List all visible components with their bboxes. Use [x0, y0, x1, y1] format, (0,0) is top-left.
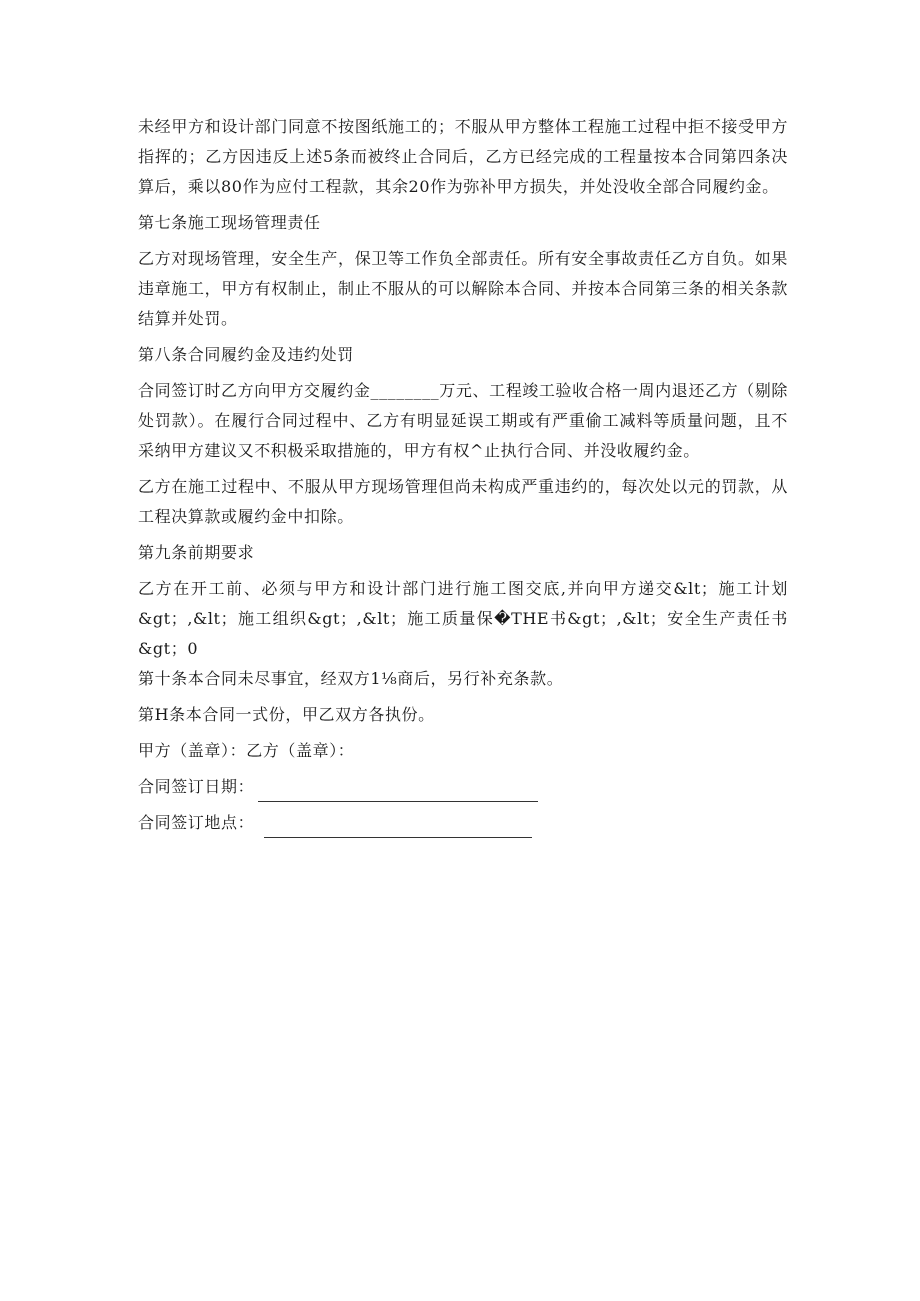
article-10-body: 第十条本合同未尽事宜，经双方1⅛商后，另行补充条款。	[138, 669, 564, 688]
article-9-body: 乙方在开工前、必须与甲方和设计部门进行施工图交底,并向甲方递交&lt；施工计划&gt；,&lt；施工组织&gt；,&lt；施工质量保�THE书&gt；,&lt；安全生产责任书&gt；0	[138, 579, 788, 658]
article-8-body: 合同签订时乙方向甲方交履约金________万元、工程竣工验收合格一周内退还乙方（剔除处罚款）。在履行合同过程中、乙方有明显延误工期或有严重偷工减料等质量问题，且不采纳甲方建议又不积极采取措施的，甲方有权^止执行合同、并没收履约金。	[138, 381, 788, 460]
signing-date-line	[138, 772, 788, 802]
article-11-body: 第H条本合同一式份，甲乙双方各执份。	[138, 705, 435, 724]
article-8-penalty: 乙方在施工过程中、不服从甲方现场管理但尚未构成严重违约的，每次处以元的罚款，从工程决算款或履约金中扣除。	[138, 477, 788, 526]
signature-parties: 甲方（盖章）：乙方（盖章）：	[138, 741, 355, 760]
paragraph-breach-terms: 未经甲方和设计部门同意不按图纸施工的；不服从甲方整体工程施工过程中拒不接受甲方指挥的；乙方因违反上述5条而被终止合同后，乙方已经完成的工程量按本合同第四条决算后，乘以80作为应付工程款，其余20作为弥补甲方损失，并处没收全部合同履约金。	[138, 117, 788, 196]
signing-place-label: 合同签订地点：	[138, 813, 255, 832]
signing-date-label: 合同签订日期：	[138, 777, 255, 796]
article-7-heading: 第七条施工现场管理责任	[138, 213, 321, 232]
article-8-heading: 第八条合同履约金及违约处罚	[138, 345, 354, 364]
signing-date-blank[interactable]	[258, 781, 538, 802]
signing-place-blank[interactable]	[264, 817, 532, 838]
signing-place-line	[138, 808, 788, 838]
document-page	[138, 112, 788, 838]
article-7-body: 乙方对现场管理，安全生产，保卫等工作负全部责任。所有安全事故责任乙方自负。如果违章施工，甲方有权制止，制止不服从的可以解除本合同、并按本合同第三条的相关条款结算并处罚。	[138, 249, 788, 328]
article-9-heading: 第九条前期要求	[138, 543, 255, 562]
